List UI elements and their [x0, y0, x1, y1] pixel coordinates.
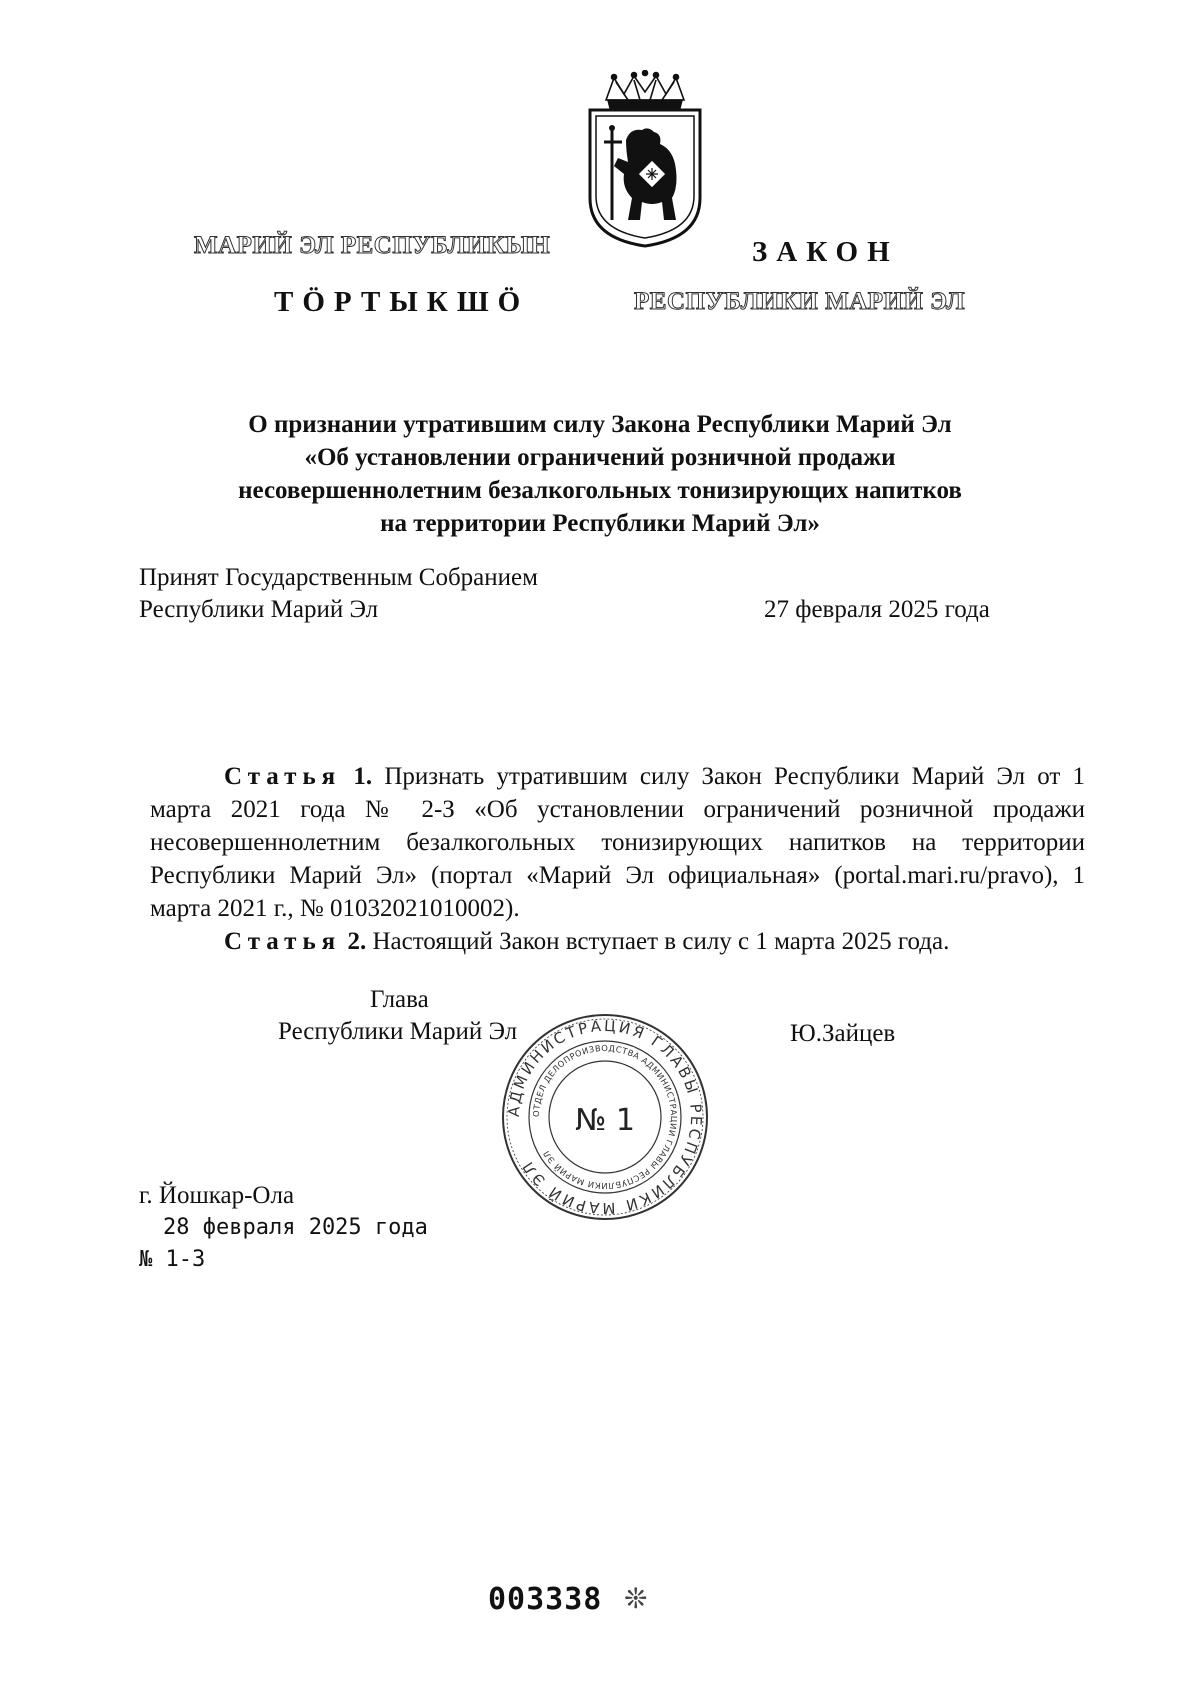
coat-of-arms-icon — [582, 70, 708, 250]
law-title-line: несовершеннолетним безалкогольных тонизирующих напитков — [238, 477, 962, 504]
article-number: 2. — [347, 928, 367, 955]
articles — [150, 760, 1085, 958]
footer-number: № 1-З — [139, 1247, 206, 1272]
law-title-line: О признании утратившим силу Закона Республики Марий Эл — [248, 411, 952, 438]
article-text: Признать утратившим силу Закон Республики Марий Эл от 1 марта 2021 года № 2-З «Об установлении ограничений розничной продажи несовершеннолетним безалкогольных тонизирующих напитков на территории Республики Марий Эл» (портал «Марий Эл официальная» (portal.mari.ru/pravo), 1 марта 2021 г., № 01032021010002). — [150, 763, 1086, 922]
footer-date: 28 февраля 2025 года — [163, 1215, 428, 1240]
signature-name: Ю.Зайцев — [790, 1020, 896, 1047]
signature-title-line1: Глава — [370, 986, 429, 1013]
header-left-line2: ТӦРТЫКШӦ — [274, 286, 530, 318]
article-2 — [150, 925, 1085, 958]
adoption-date: 27 февраля 2025 года — [764, 596, 990, 623]
seal-inner-text: ОТДЕЛ ДЕЛОПРОИЗВОДСТВА АДМИНИСТРАЦИИ ГЛАВЫ РЕСПУБЛИКИ МАРИЙ ЭЛ — [530, 1042, 680, 1192]
article-number: 1. — [353, 763, 373, 790]
law-title-line: «Об установлении ограничений розничной продажи — [304, 444, 896, 471]
law-title — [150, 408, 1050, 540]
header-right-line2: РЕСПУБЛИКИ МАРИЙ ЭЛ — [634, 288, 966, 315]
signature-title-line2: Республики Марий Эл — [278, 1018, 518, 1045]
header-left-line1: МАРИЙ ЭЛ РЕСПУБЛИКЫН — [194, 232, 551, 259]
seal-outer-text: АДМИНИСТРАЦИЯ ГЛАВЫ РЕСПУБЛИКИ МАРИЙ ЭЛ — [504, 1016, 706, 1218]
law-title-line: на территории Республики Марий Эл» — [380, 510, 820, 537]
article-text: Настоящий Закон вступает в силу с 1 марта 2025 года. — [372, 928, 950, 955]
footer-city: г. Йошкар-Ола — [139, 1182, 295, 1209]
seal-number: № 1 — [575, 1103, 635, 1138]
official-seal — [500, 1012, 710, 1222]
adoption-line1: Принят Государственным Собранием — [139, 564, 538, 591]
article-1 — [150, 760, 1085, 925]
article-label: Статья — [224, 763, 342, 790]
article-label: Статья — [224, 928, 342, 955]
serial-number: 003338 — [488, 1582, 603, 1617]
serial-mark-icon: ❊ — [624, 1584, 648, 1615]
adoption-line2: Республики Марий Эл — [139, 596, 379, 623]
header-right-line1: ЗАКОН — [752, 236, 899, 268]
